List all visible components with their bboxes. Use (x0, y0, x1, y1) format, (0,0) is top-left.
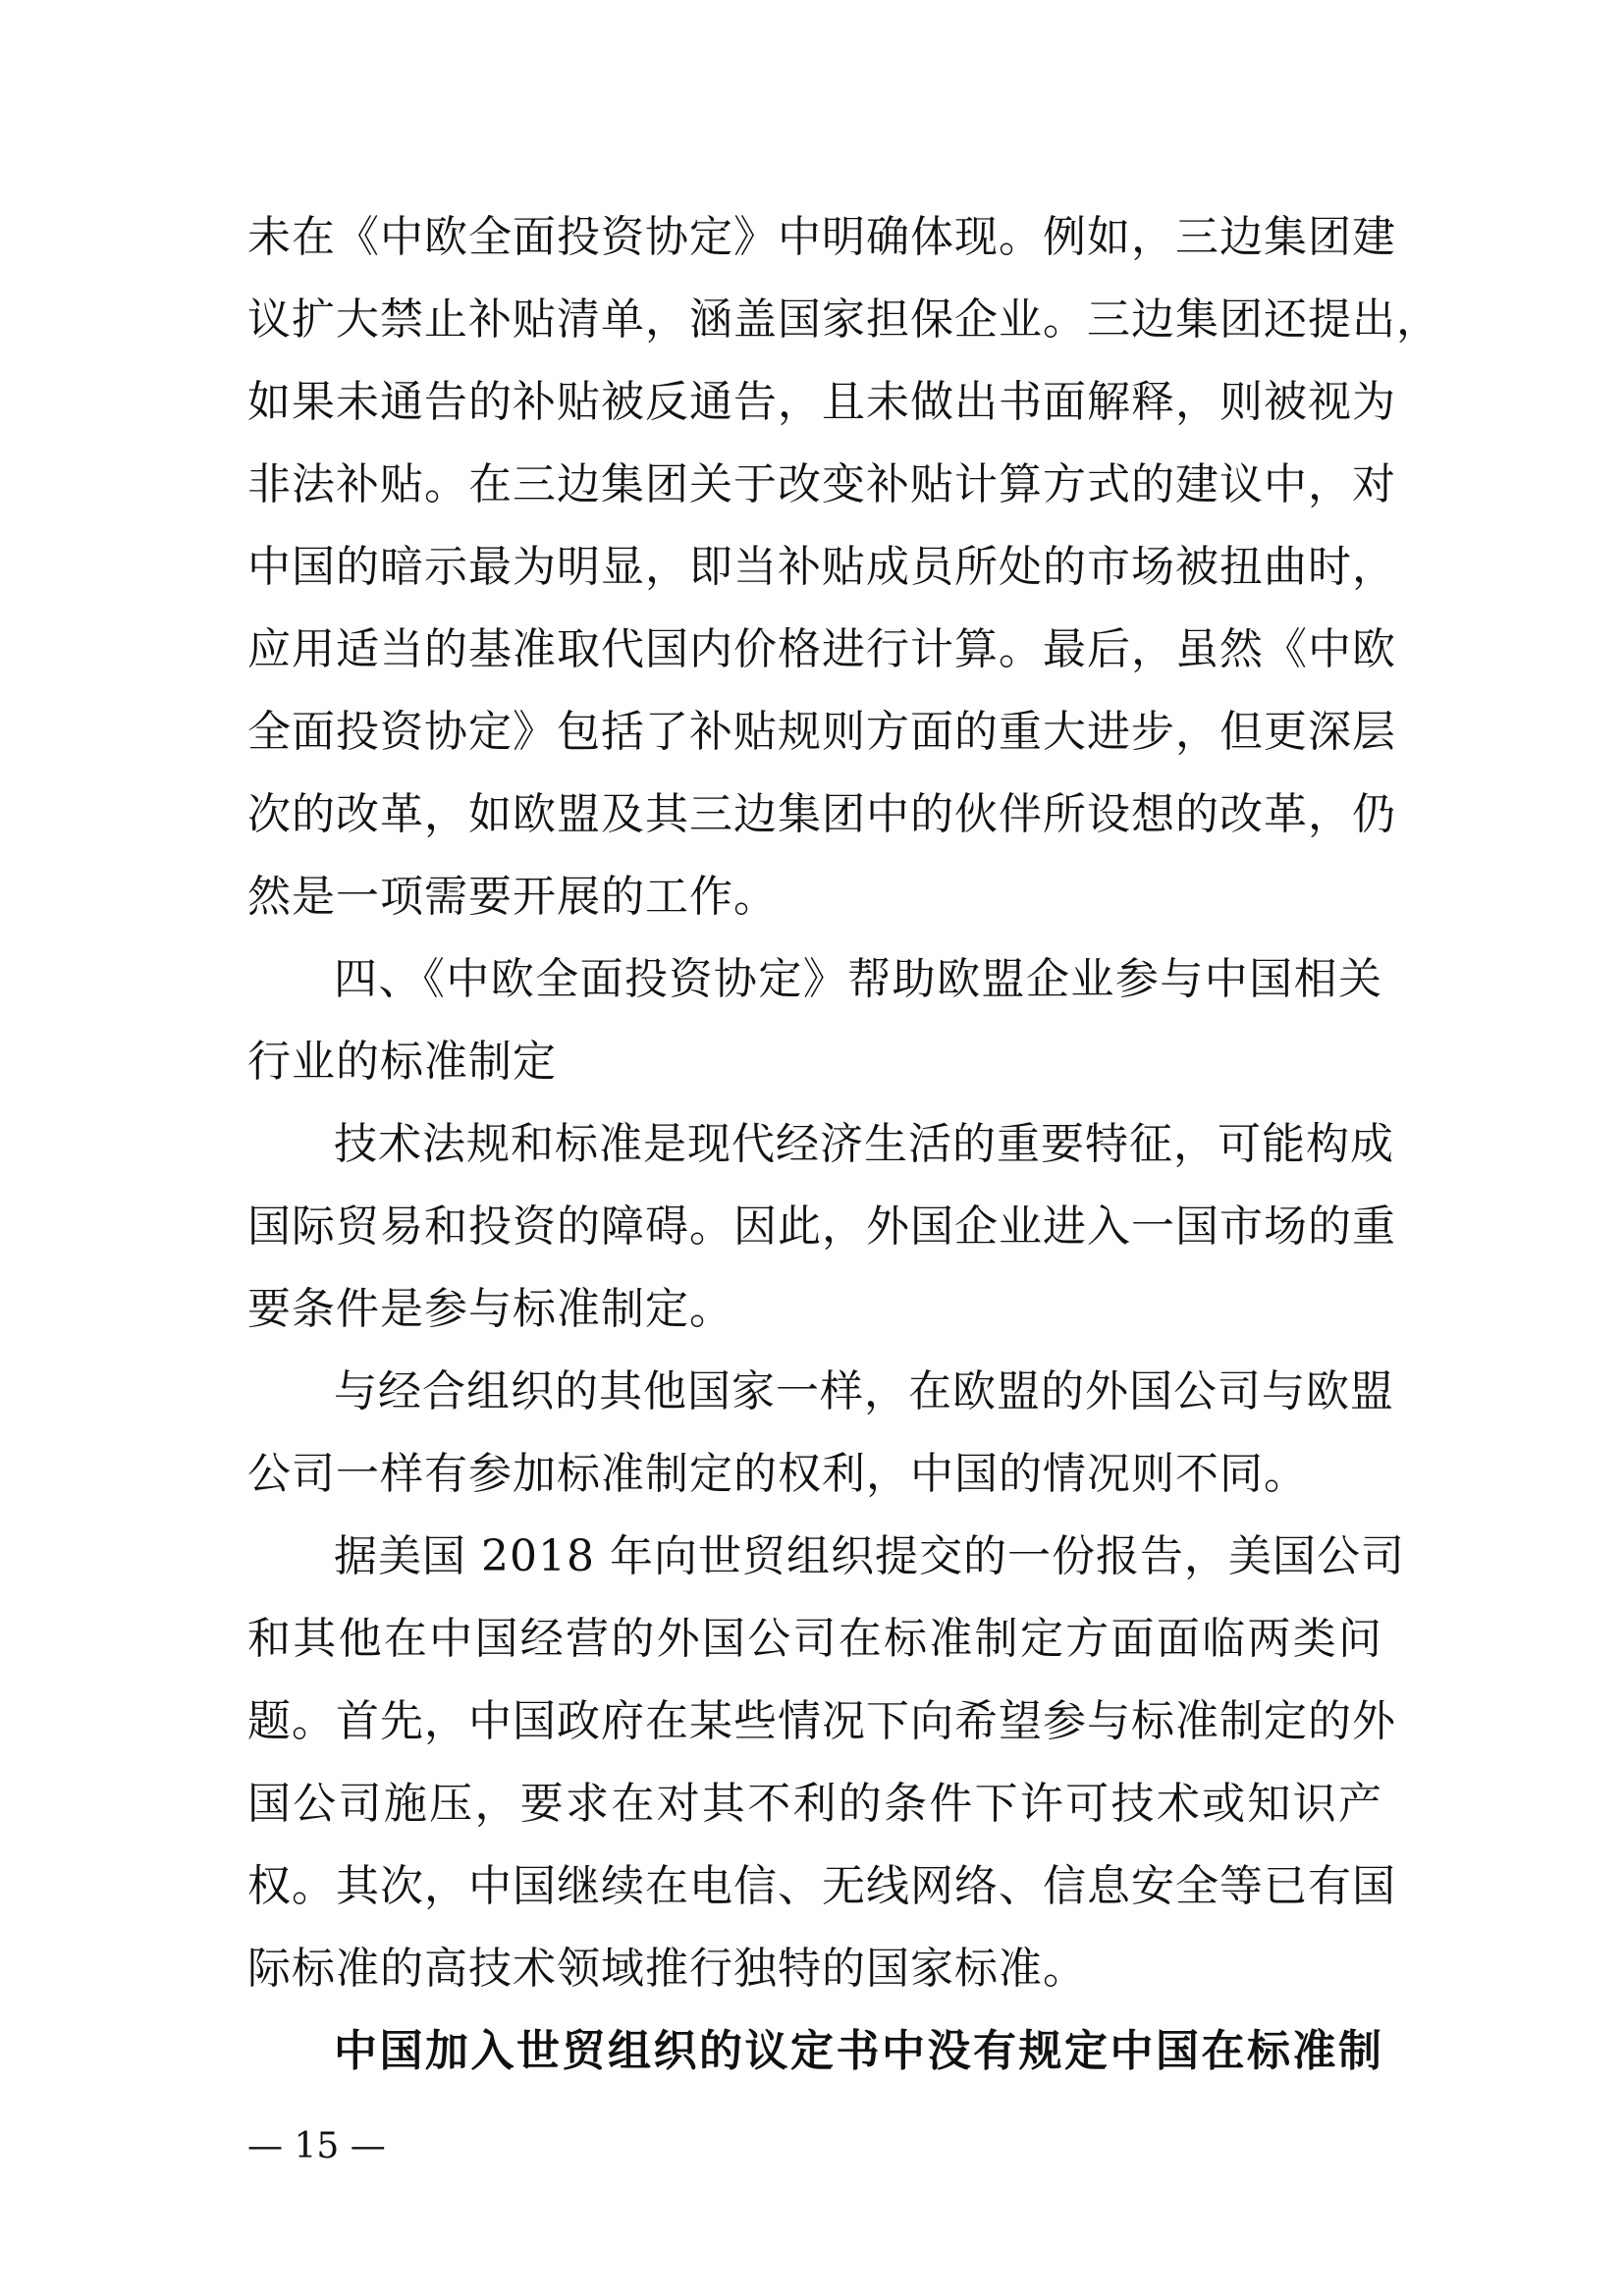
text-line: 要条件是参与标准制定。 (247, 1284, 733, 1334)
text-line: 然是一项需要开展的工作。 (247, 872, 778, 922)
paragraph-oecd-comparison (247, 1351, 1394, 1516)
text-line: 未在《中欧全面投资协定》中明确体现。例如，三边集团建 (247, 212, 1396, 262)
text-line: 际标准的高技术领域推行独特的国家标准。 (247, 1944, 1087, 1994)
text-line: 中国的暗示最为明显，即当补贴成员所处的市场被扭曲时， (247, 542, 1396, 592)
text-line: 和其他在中国经营的外国公司在标准制定方面面临两类问 (247, 1614, 1382, 1664)
page-number: — 15 — (247, 2126, 386, 2166)
text-line: 非法补贴。在三边集团关于改变补贴计算方式的建议中，对 (247, 459, 1396, 509)
text-line: 技术法规和标准是现代经济生活的重要特征，可能构成 (334, 1119, 1394, 1169)
paragraph-subsidy-reform (247, 196, 1440, 938)
text-line: 如果未通告的补贴被反通告，且未做出书面解释，则被视为 (247, 377, 1396, 427)
text-line: 公司一样有参加标准制定的权利，中国的情况则不同。 (247, 1449, 1308, 1499)
text-line: 议扩大禁止补贴清单，涵盖国家担保企业。三边集团还提出， (247, 294, 1440, 345)
text-line: 国际贸易和投资的障碍。因此，外国企业进入一国市场的重 (247, 1201, 1396, 1252)
text-line: 全面投资协定》包括了补贴规则方面的重大进步，但更深层 (247, 707, 1396, 757)
text-line: 题。首先，中国政府在某些情况下向希望参与标准制定的外 (247, 1696, 1396, 1746)
text-line: 次的改革，如欧盟及其三边集团中的伙伴所设想的改革，仍 (247, 789, 1396, 839)
text-line: 据美国 2018 年向世贸组织提交的一份报告，美国公司 (334, 1531, 1405, 1581)
text-line: 国公司施压，要求在对其不利的条件下许可技术或知识产 (247, 1779, 1382, 1829)
bold-text-line: 中国加入世贸组织的议定书中没有规定中国在标准制 (334, 2026, 1382, 2076)
heading-line: 四、《中欧全面投资协定》帮助欧盟企业参与中国相关 (334, 954, 1382, 1004)
heading-line: 行业的标准制定 (247, 1037, 557, 1087)
text-line: 应用适当的基准取代国内价格进行计算。最后，虽然《中欧 (247, 624, 1396, 674)
document-body (247, 196, 1440, 2093)
paragraph-technical-standards (247, 1103, 1396, 1351)
text-line: 与经合组织的其他国家一样，在欧盟的外国公司与欧盟 (334, 1366, 1394, 1416)
paragraph-us-report (247, 1516, 1405, 2010)
section-heading-four (247, 938, 1382, 1103)
text-line: 权。其次，中国继续在电信、无线网络、信息安全等已有国 (247, 1861, 1396, 1911)
paragraph-wto-protocol (247, 2010, 1382, 2093)
